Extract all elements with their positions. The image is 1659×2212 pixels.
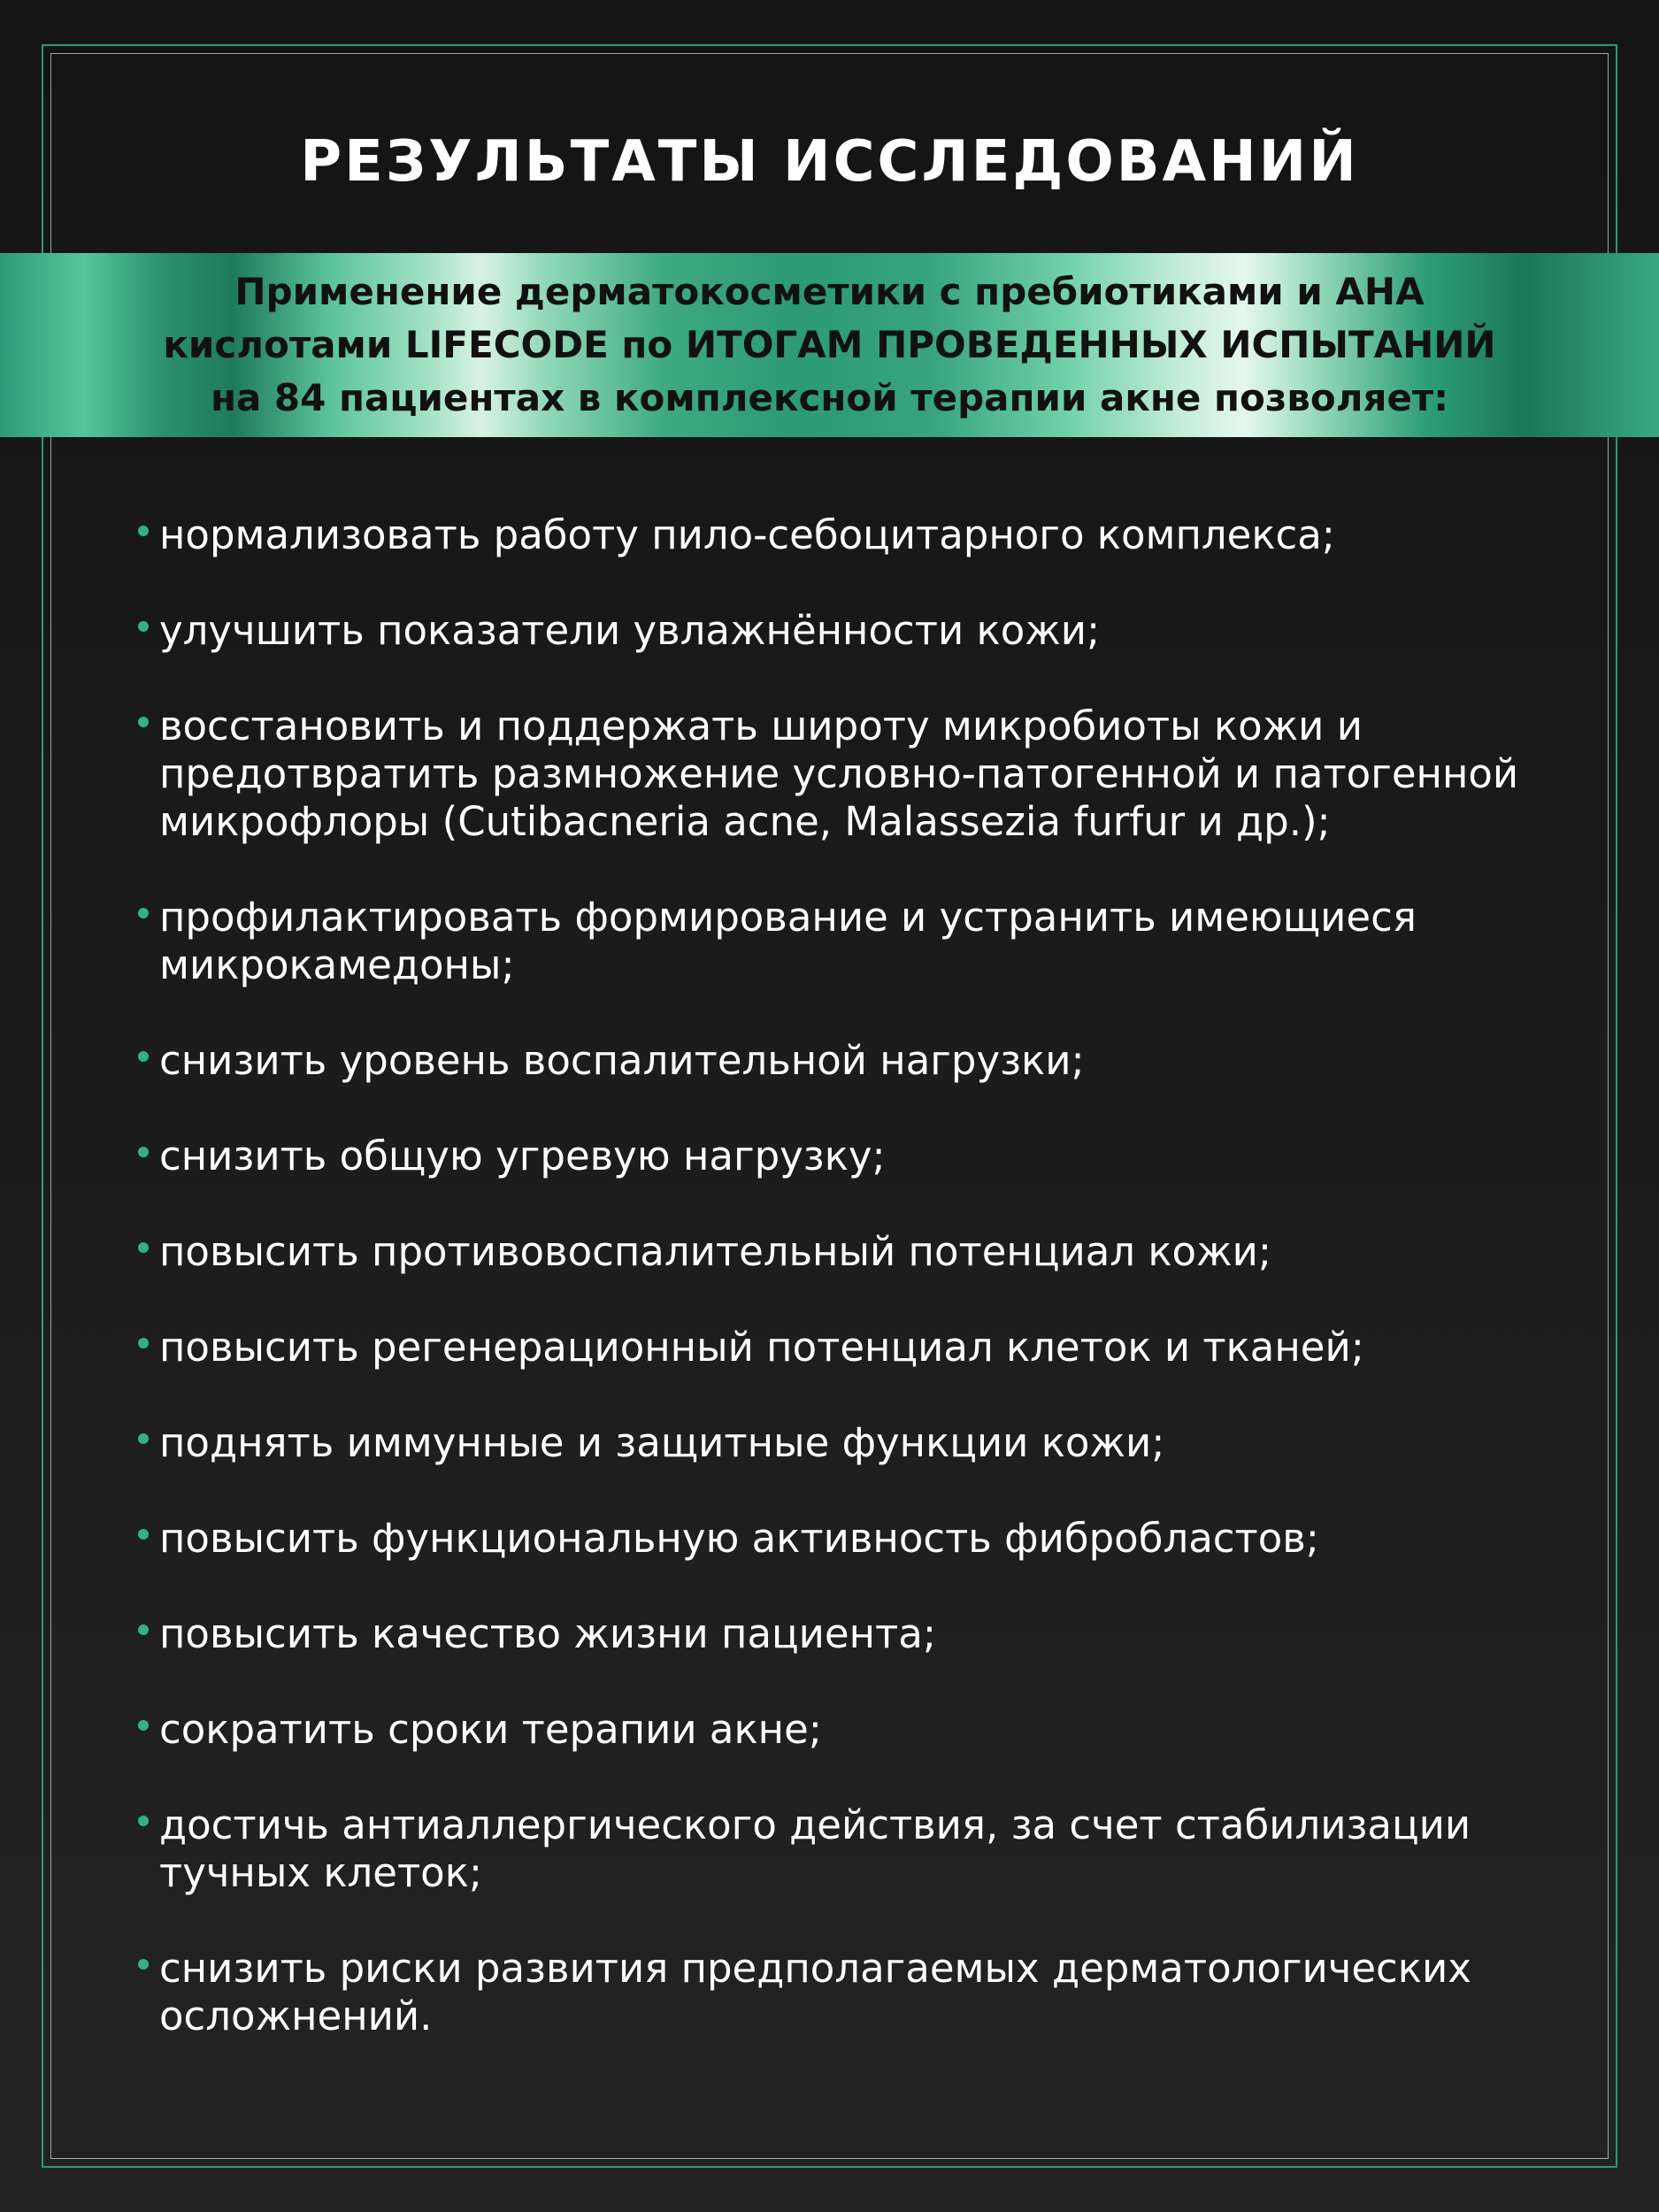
bullet-dot-icon	[138, 1433, 149, 1444]
list-item	[133, 511, 1548, 559]
list-item	[133, 703, 1548, 846]
list-item	[133, 1945, 1548, 2040]
list-item	[133, 1324, 1548, 1371]
list-item-text: сократить сроки терапии акне;	[159, 1706, 822, 1753]
bullet-dot-icon	[138, 1051, 149, 1062]
list-item	[133, 1419, 1548, 1467]
bullet-dot-icon	[138, 1147, 149, 1157]
list-item-text: повысить качество жизни пациента;	[159, 1610, 936, 1657]
list-item	[133, 1515, 1548, 1563]
list-item-text: повысить регенерационный потенциал клеток и тканей;	[159, 1324, 1364, 1371]
list-item-text: повысить противовоспалительный потенциал кожи;	[159, 1228, 1271, 1275]
list-item-text: снизить общую угревую нагрузку;	[159, 1133, 886, 1179]
list-item-text: улучшить показатели увлажнённости кожи;	[159, 607, 1101, 654]
bullet-dot-icon	[138, 1959, 149, 1970]
list-item-text: нормализовать работу пило-себоцитарного комплекса;	[159, 511, 1335, 558]
subtitle-banner	[0, 253, 1659, 437]
bullet-dot-icon	[138, 1816, 149, 1826]
list-item-text: повысить функциональную активность фибробластов;	[159, 1515, 1319, 1562]
banner-line: на 84 пациентах в комплексной терапии акне позволяет:	[210, 376, 1449, 419]
bullet-dot-icon	[138, 621, 149, 632]
bullet-dot-icon	[138, 526, 149, 536]
list-item	[133, 1228, 1548, 1276]
list-item-text: достичь антиаллергического действия, за счет стабилизации тучных клеток;	[159, 1801, 1471, 1896]
list-item	[133, 1133, 1548, 1180]
results-list	[133, 511, 1548, 2088]
bullet-dot-icon	[138, 1242, 149, 1253]
list-item-text: профилактировать формирование и устранить имеющиеся микрокамедоны;	[159, 894, 1417, 988]
bullet-dot-icon	[138, 1529, 149, 1540]
list-item-text: восстановить и поддержать широту микробиоты кожи и предотвратить размножение условно-патогенной и патогенной микрофлоры (Cutibacneria acne, Malassezia furfur и др.);	[159, 703, 1519, 845]
list-item	[133, 1037, 1548, 1085]
list-item-text: снизить риски развития предполагаемых дерматологических осложнений.	[159, 1945, 1471, 2039]
list-item-text: поднять иммунные и защитные функции кожи;	[159, 1419, 1165, 1466]
list-item	[133, 1706, 1548, 1754]
bullet-dot-icon	[138, 908, 149, 918]
bullet-dot-icon	[138, 1338, 149, 1348]
bullet-dot-icon	[138, 1720, 149, 1731]
bullet-dot-icon	[138, 717, 149, 727]
banner-line: кислотами LIFECODE по ИТОГАМ ПРОВЕДЕННЫХ ИСПЫТАНИЙ	[163, 323, 1496, 366]
bullet-dot-icon	[138, 1624, 149, 1635]
list-item	[133, 1801, 1548, 1897]
list-item	[133, 607, 1548, 655]
list-item	[133, 894, 1548, 989]
list-item	[133, 1610, 1548, 1658]
list-item-text: снизить уровень воспалительной нагрузки;	[159, 1037, 1085, 1084]
page-title: РЕЗУЛЬТАТЫ ИССЛЕДОВАНИЙ	[300, 129, 1359, 195]
banner-line: Применение дерматокосметики с пребиотиками и АНА	[234, 270, 1425, 313]
